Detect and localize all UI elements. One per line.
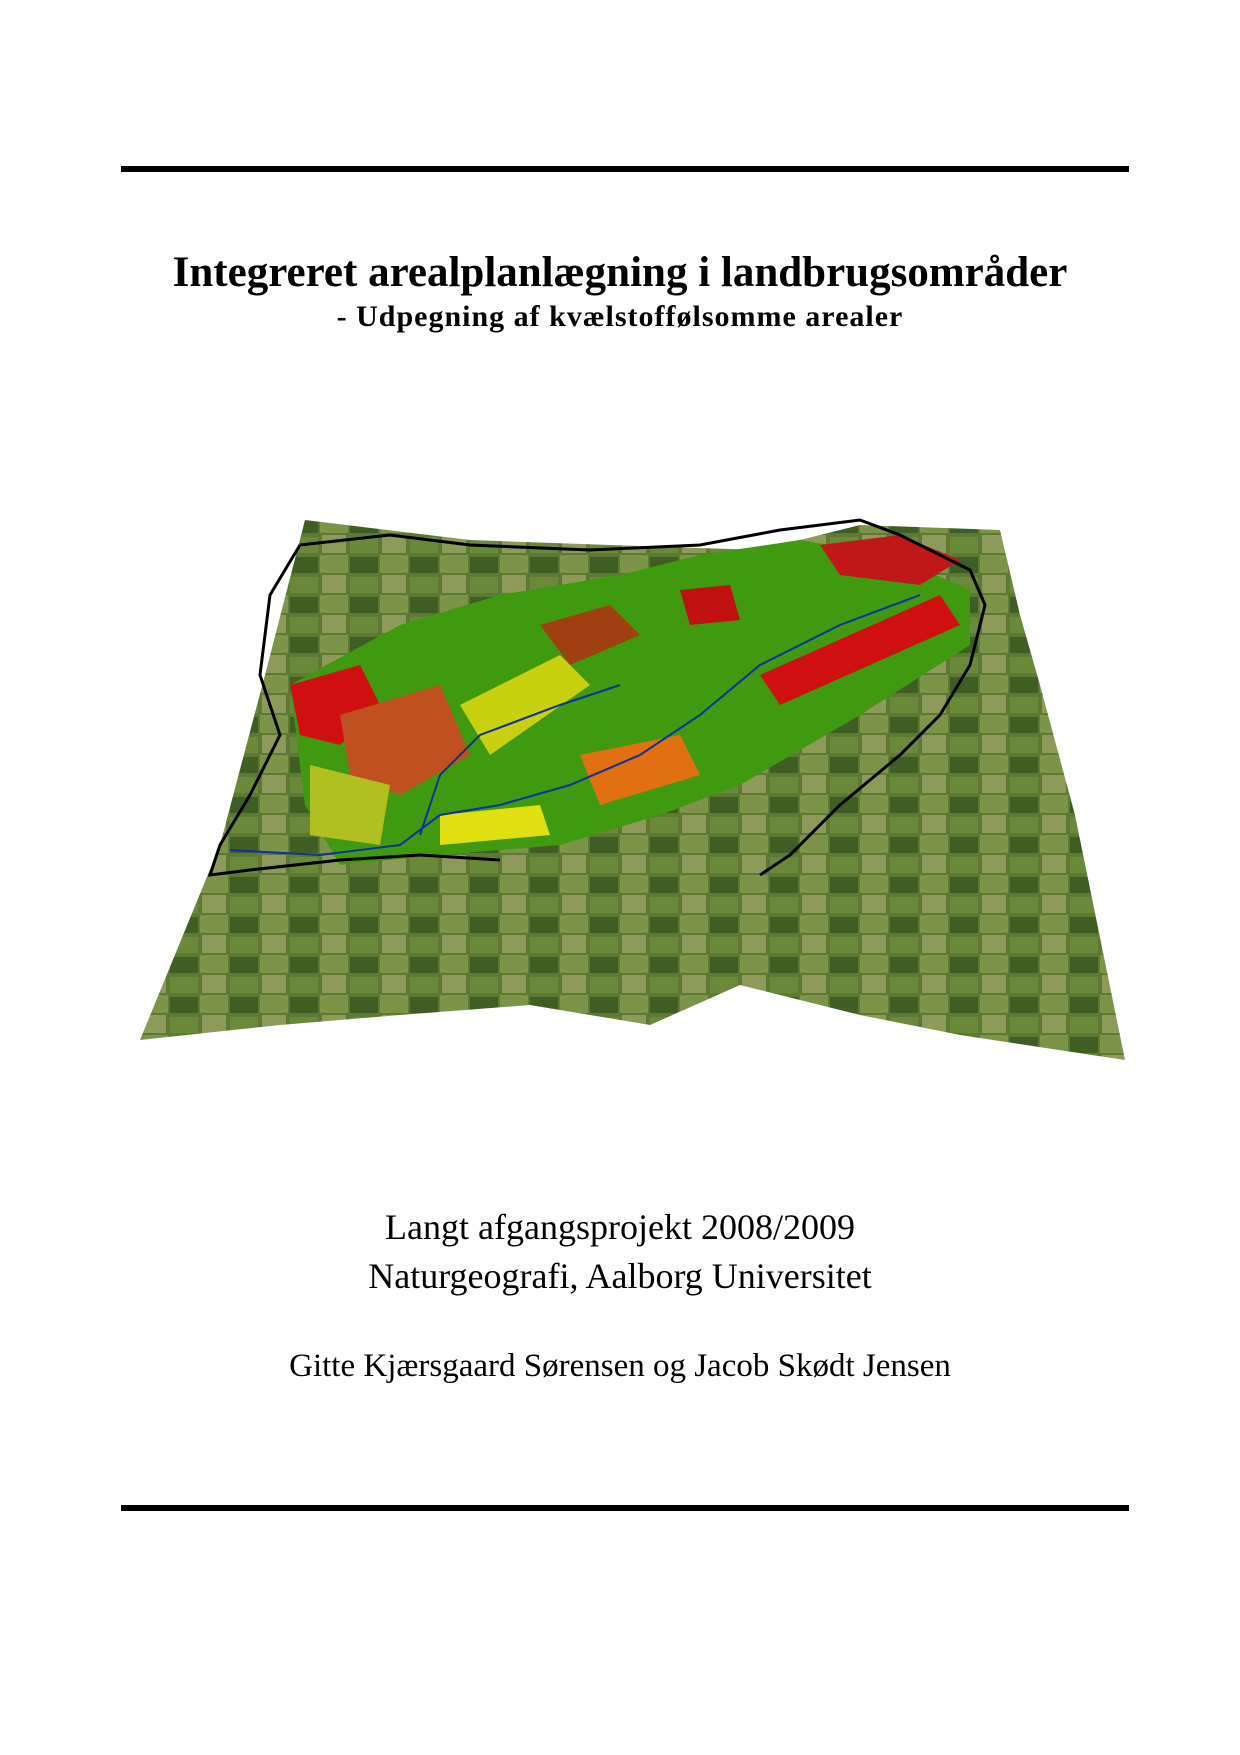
document-title: Integreret arealplanlægning i landbrugsområder [172,249,1068,296]
institution-line: Naturgeografi, Aalborg Universitet [368,1256,872,1296]
top-rule [121,166,1129,172]
terrain-map-image [140,515,1125,1065]
bottom-rule [121,1505,1129,1511]
document-subtitle: - Udpegning af kvælstoffølsomme arealer [336,300,904,333]
authors: Gitte Kjærsgaard Sørensen og Jacob Skødt Jensen [289,1348,951,1384]
project-line: Langt afgangsprojekt 2008/2009 [385,1207,855,1247]
